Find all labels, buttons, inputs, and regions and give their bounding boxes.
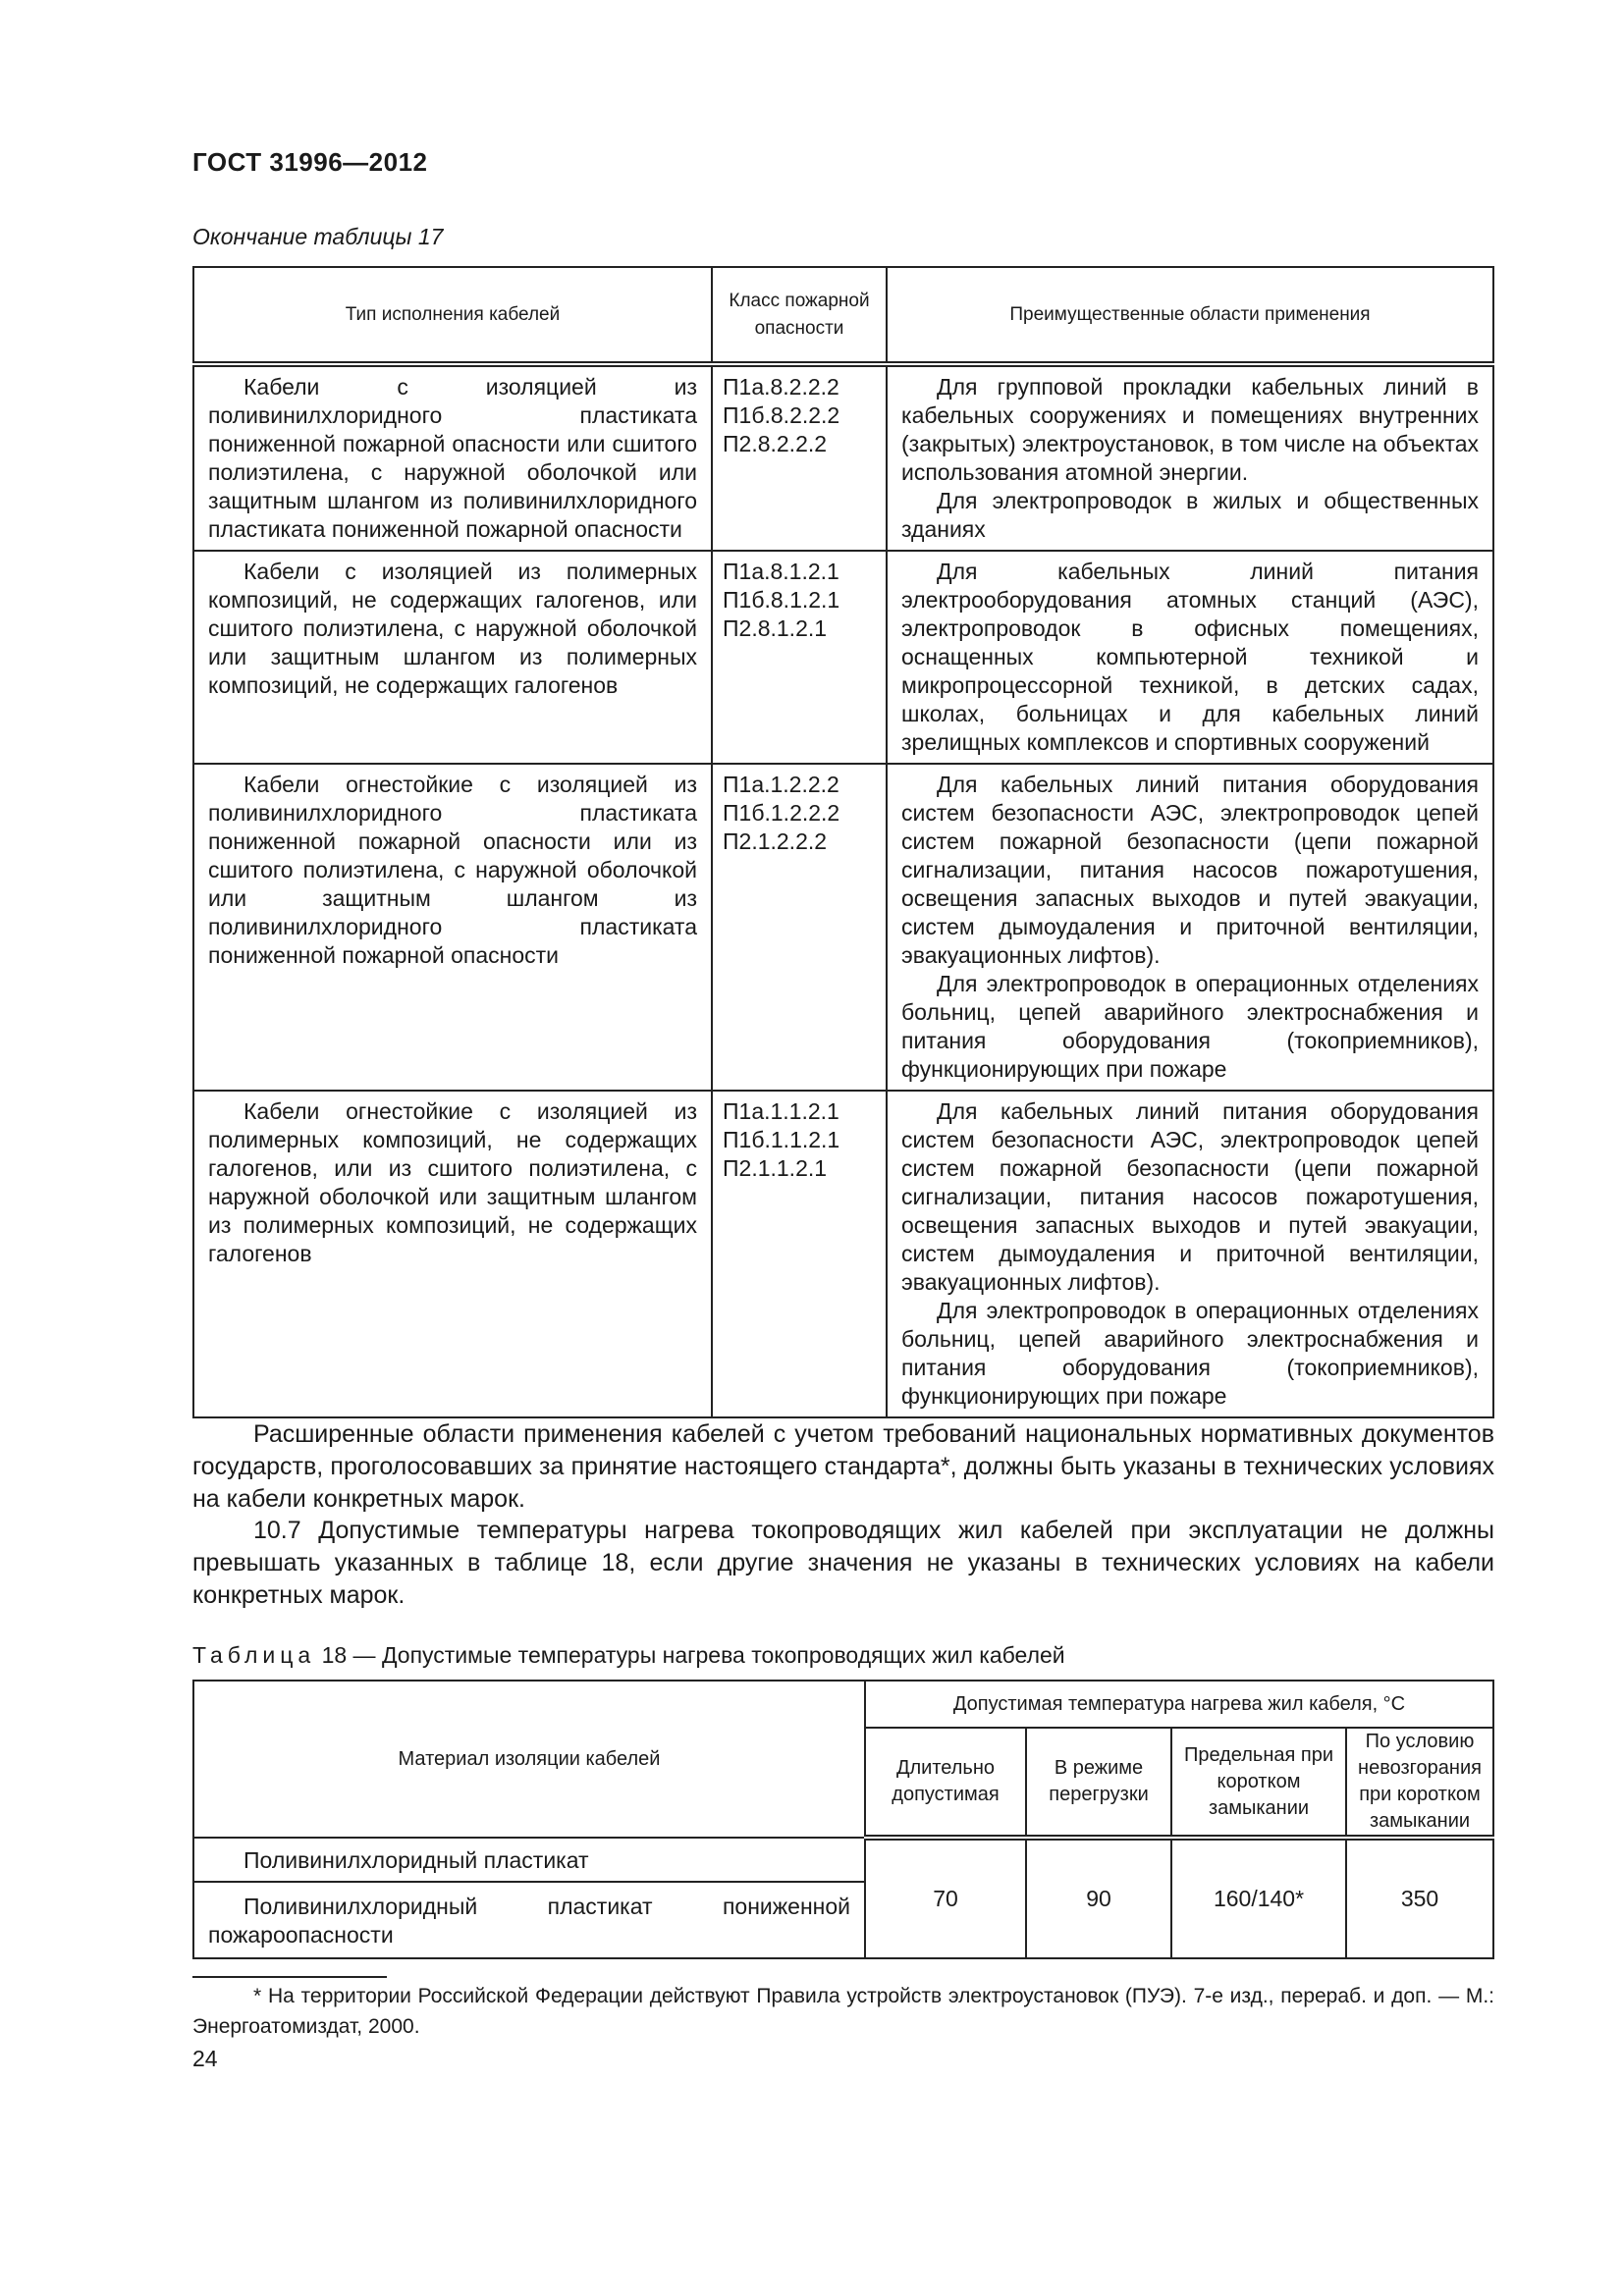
value-overload: 90 — [1026, 1838, 1171, 1958]
footnote-divider — [192, 1976, 387, 1978]
usage-paragraph: Для электропроводок в операционных отделениях больниц, цепей аварийного электроснабжения и питания оборудования (токоприемников), функционирующих при пожаре — [901, 1298, 1479, 1409]
usage-cell — [887, 1091, 1493, 1417]
fire-class-cell — [712, 764, 887, 1091]
fire-class-value: П2.8.2.2.2 — [723, 431, 828, 456]
cable-type-text: Кабели с изоляцией из поливинилхлоридного пластиката пониженной пожарной опасности или сшитого полиэтилена, с наружной оболочкой или защитным шлангом из поливинилхлоридного пластиката пониженной пожарной опасности — [208, 374, 697, 542]
fire-class-value: П1а.1.1.2.1 — [723, 1098, 839, 1124]
page-number: 24 — [192, 2046, 218, 2071]
value-short-circuit: 160/140* — [1171, 1838, 1346, 1958]
cable-type-text: Кабели с изоляцией из полимерных композиций, не содержащих галогенов, или сшитого полиэтилена, с наружной оболочкой или защитным шлангом из полимерных композиций, не содержащих галогенов — [208, 559, 697, 698]
table-continuation-label: Окончание таблицы 17 — [192, 224, 444, 249]
fire-class-value: П2.8.1.2.1 — [723, 615, 828, 641]
fire-class-value: П1б.1.2.2.2 — [723, 800, 840, 826]
cable-type-cell — [193, 551, 712, 764]
fire-class-value: П1б.1.1.2.1 — [723, 1127, 840, 1152]
fire-class-cell — [712, 364, 887, 551]
table-row — [193, 1838, 1493, 1882]
table-18 — [192, 1680, 1494, 1959]
footnote-text: * На территории Российской Федерации действуют Правила устройств электроустановок (ПУЭ). 7-е изд., перераб. и доп. — М.: Энергоатомиздат, 2000. — [192, 1985, 1494, 2038]
table-18-caption-text: 18 — Допустимые температуры нагрева токопроводящих жил кабелей — [315, 1642, 1065, 1668]
table-row — [193, 764, 1493, 1091]
column-header-overload: В режиме перегрузки — [1026, 1728, 1171, 1838]
paragraph-text: Расширенные области применения кабелей с учетом требований национальных нормативных документов государств, проголосовавших за принятие настоящего стандарта*, должны быть указаны в технических условиях на кабели конкретных марок. — [192, 1420, 1494, 1513]
cable-type-cell — [193, 1091, 712, 1417]
paragraph-extended-usage — [192, 1418, 1494, 1516]
fire-class-cell — [712, 1091, 887, 1417]
column-header-group-temperature: Допустимая температура нагрева жил кабеля, °С — [865, 1681, 1493, 1728]
material-text: Поливинилхлоридный пластикат пониженной пожароопасности — [208, 1894, 850, 1948]
material-cell — [193, 1838, 865, 1882]
column-header-fire-class: Класс пожарной опасности — [712, 267, 887, 364]
table-17-header-row — [193, 267, 1493, 364]
paragraph-10-7 — [192, 1515, 1494, 1612]
cable-type-cell — [193, 764, 712, 1091]
column-header-material: Материал изоляции кабелей — [193, 1681, 865, 1838]
column-header-non-ignition: По условию невозгорания при коротком замыкании — [1346, 1728, 1493, 1838]
usage-paragraph: Для электропроводок в жилых и общественных зданиях — [901, 488, 1479, 542]
value-non-ignition: 350 — [1346, 1838, 1493, 1958]
table-17 — [192, 266, 1494, 1418]
fire-class-value: П1а.8.1.2.1 — [723, 559, 839, 584]
column-header-usage: Преимущественные области применения — [887, 267, 1493, 364]
value-continuous: 70 — [865, 1838, 1026, 1958]
fire-class-value: П1а.8.2.2.2 — [723, 374, 839, 400]
cable-type-text: Кабели огнестойкие с изоляцией из поливинилхлоридного пластиката пониженной пожарной опасности или из сшитого полиэтилена, с наружной оболочкой или защитным шлангом из поливинилхлоридного пластиката пониженной пожарной опасности — [208, 772, 697, 968]
page-header: ГОСТ 31996—2012 — [192, 147, 428, 177]
usage-paragraph: Для кабельных линий питания оборудования систем безопасности АЭС, электропроводок цепей систем пожарной безопасности (цепи пожарной сигнализации, питания насосов пожаротушения, освещения запасных выходов и путей эвакуации, систем дымоудаления и приточной вентиляции, эвакуационных лифтов). — [901, 1098, 1479, 1295]
table-18-caption-word: Таблица — [192, 1642, 316, 1668]
fire-class-value: П2.1.1.2.1 — [723, 1155, 828, 1181]
table-row — [193, 1091, 1493, 1417]
usage-paragraph: Для кабельных линий питания оборудования систем безопасности АЭС, электропроводок цепей систем пожарной безопасности (цепи пожарной сигнализации, питания насосов пожаротушения, освещения запасных выходов и путей эвакуации, систем дымоудаления и приточной вентиляции, эвакуационных лифтов). — [901, 772, 1479, 968]
fire-class-value: П2.1.2.2.2 — [723, 828, 828, 854]
fire-class-cell — [712, 551, 887, 764]
fire-class-value: П1б.8.1.2.1 — [723, 587, 840, 613]
paragraph-text: 10.7 Допустимые температуры нагрева токопроводящих жил кабелей при эксплуатации не должны превышать указанных в таблице 18, если другие значения не указаны в технических условиях на кабели конкретных марок. — [192, 1517, 1494, 1609]
cable-type-cell — [193, 364, 712, 551]
table-row — [193, 364, 1493, 551]
fire-class-value: П1б.8.2.2.2 — [723, 402, 840, 428]
cable-type-text: Кабели огнестойкие с изоляцией из полимерных композиций, не содержащих галогенов, или из сшитого полиэтилена, с наружной оболочкой или защитным шлангом из полимерных композиций, не содержащих галогенов — [208, 1098, 697, 1266]
material-cell — [193, 1882, 865, 1958]
usage-cell — [887, 551, 1493, 764]
material-text: Поливинилхлоридный пластикат — [243, 1847, 589, 1873]
column-header-continuous: Длительно допустимая — [865, 1728, 1026, 1838]
table-18-caption — [192, 1642, 1065, 1669]
usage-cell — [887, 364, 1493, 551]
table-18-header-row — [193, 1681, 1493, 1728]
column-header-cable-type: Тип исполнения кабелей — [193, 267, 712, 364]
usage-paragraph: Для групповой прокладки кабельных линий в кабельных сооружениях и помещениях внутренних (закрытых) электроустановок, в том числе на объектах использования атомной энергии. — [901, 374, 1479, 485]
usage-paragraph: Для электропроводок в операционных отделениях больниц, цепей аварийного электроснабжения и питания оборудования (токоприемников), функционирующих при пожаре — [901, 971, 1479, 1082]
footnote — [192, 1981, 1494, 2042]
usage-cell — [887, 764, 1493, 1091]
usage-paragraph: Для кабельных линий питания электрооборудования атомных станций (АЭС), электропроводок в офисных помещениях, оснащенных компьютерной техникой и микропроцессорной техникой, в детских садах, школах, больницах и для кабельных линий зрелищных комплексов и спортивных сооружений — [901, 559, 1479, 755]
column-header-short-circuit: Предельная при коротком замыкании — [1171, 1728, 1346, 1838]
fire-class-value: П1а.1.2.2.2 — [723, 772, 839, 797]
table-row — [193, 551, 1493, 764]
